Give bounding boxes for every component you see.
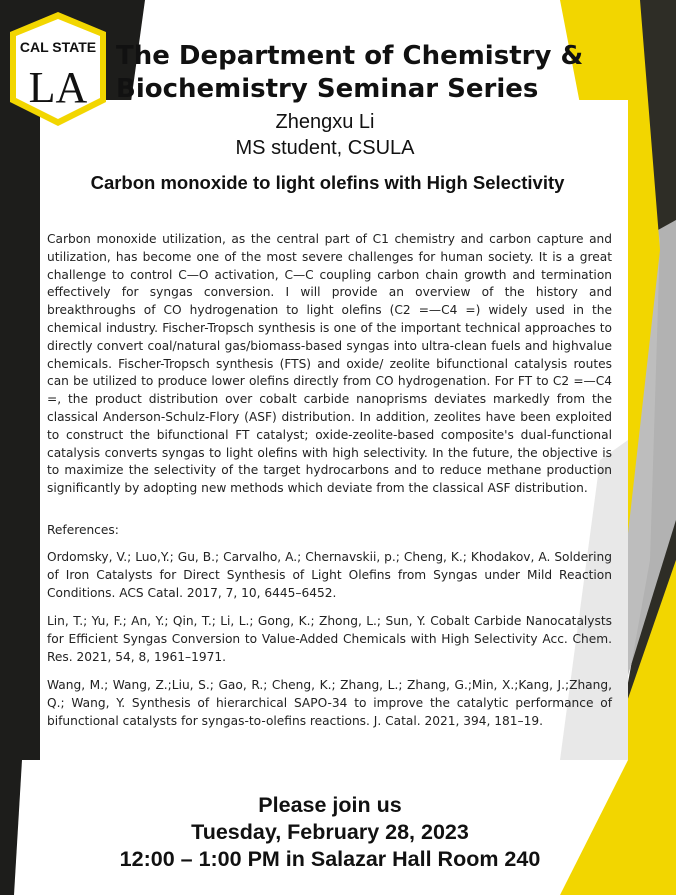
reference-item: Wang, M.; Wang, Z.;Liu, S.; Gao, R.; Cheng, K.; Zhang, L.; Zhang, G.;Min, X.;Kang, J.;Zhang, Q.; Wang, Y. Synthesis of hierarchical SAPO-34 to improve the catalytic performance of bifunctional catalysts for syngas-to-olefins reactions. J. Catal. 2021, 394, 181–19. xyxy=(47,678,612,728)
footer-time-location: 12:00 – 1:00 PM in Salazar Hall Room 240 xyxy=(119,847,541,871)
abstract-text: Carbon monoxide utilization, as the central part of C1 chemistry and carbon capture and utilization, has become one of the most severe challenges for human society. It is a great challenge to control C—O activation, C—C coupling carbon chain growth and termination effectively for syngas conversion. I will provide an overview of the history and breakthroughs of CO hydrogenation to light olefins (C2 =—C4 =) widely used in the chemical industry. Fischer-Tropsch synthesis is one of the important technical approaches to directly convert coal/natural gas/biomass-based syngas into ultra-clean fuels and highvalue chemicals. Fischer-Tropsch synthesis (FTS) and oxide/ zeolite bifunctional catalysis routes can be utilized to produce lower olefins directly from CO hydrogenation. For FT to C2 =—C4 =, the product distribution over cobalt carbide nanoprisms deviates markedly from the classical Anderson-Schulz-Flory (ASF) distribution. In addition, zeolites have been exploited to construct the bifunctional FT catalyst; oxide-zeolite-based composite's dual-functional catalysis converts syngas to light olefins with high selectivity. In the future, the objective is to maximize the selectivity of the target hydrocarbons and to reduce methane production significantly by adopting new methods which deviate from the classical ASF distribution. xyxy=(47,232,612,496)
speaker-role: MS student, CSULA xyxy=(235,137,415,159)
title-line-1: The Department of Chemistry & xyxy=(116,41,584,71)
reference-item: Ordomsky, V.; Luo,Y.; Gu, B.; Carvalho, A.; Chernavskii, p.; Cheng, K.; Khodakov, A. Soldering of Iron Catalysts for Direct Synthesis of Light Olefins from Syngas under Mild Reaction Conditions. ACS Catal. 2017, 7, 10, 6445–6452. xyxy=(47,550,612,600)
page-title xyxy=(116,40,636,106)
logo-line2: LA xyxy=(28,63,88,112)
reference-item: Lin, T.; Yu, F.; An, Y.; Qin, T.; Li, L.; Gong, K.; Zhong, L.; Sun, Y. Cobalt Carbide Nanocatalysts for Efficient Syngas Conversion to Value-Added Chemicals with High Selectivity Acc. Chem. Res. 2021, 54, 8, 1961–1971. xyxy=(47,614,612,664)
footer-invite: Please join us xyxy=(258,793,402,817)
speaker-name: Zhengxu Li xyxy=(275,111,375,133)
title-line-2: Biochemistry Seminar Series xyxy=(116,74,539,104)
logo-line1: CAL STATE xyxy=(19,39,97,55)
footer-date: Tuesday, February 28, 2023 xyxy=(191,820,469,844)
references-heading: References: xyxy=(47,523,119,537)
talk-title: Carbon monoxide to light olefins with High Selectivity xyxy=(90,172,565,193)
